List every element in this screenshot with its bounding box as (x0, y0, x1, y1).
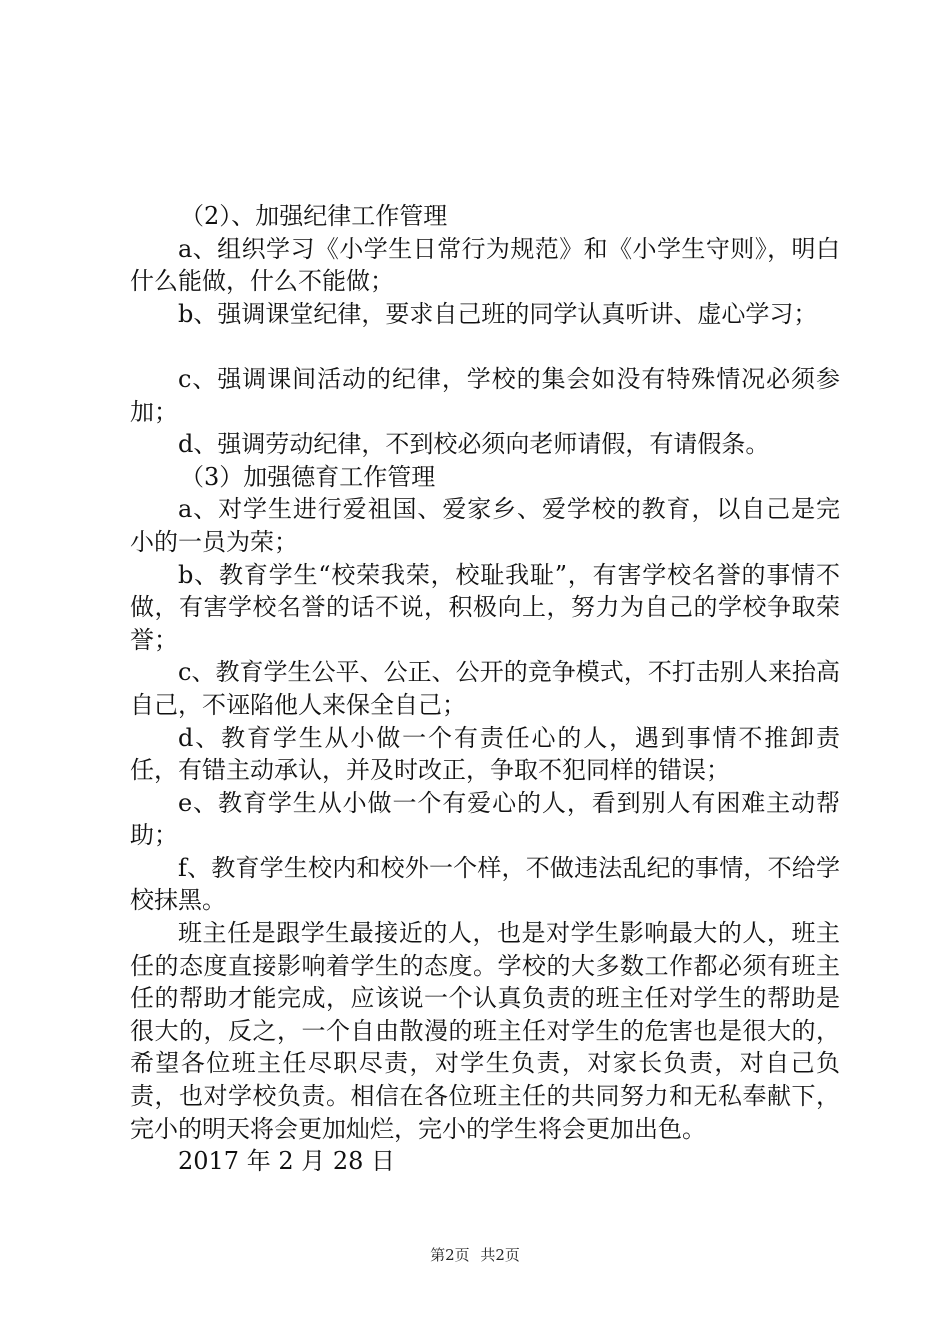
paragraph: a、对学生进行爱祖国、爱家乡、爱学校的教育，以自己是完小的一员为荣； (130, 495, 840, 556)
document-body (130, 200, 840, 1178)
paragraph: b、强调课堂纪律，要求自己班的同学认真听讲、虚心学习； (178, 299, 818, 328)
page-total: 共2页 (480, 1246, 520, 1264)
paragraph: 班主任是跟学生最接近的人，也是对学生影响最大的人，班主任的态度直接影响着学生的态度。学校的大多数工作都必须有班主任的帮助才能完成，应该说一个认真负责的班主任对学生的帮助是很大的，反之，一个自由散漫的班主任对学生的危害也是很大的，希望各位班主任尽职尽责，对学生负责，对家长负责，对自己负责，也对学校负责。相信在各位班主任的共同努力和无私奉献下，完小的明天将会更加灿烂，完小的学生将会更加出色。 (130, 919, 840, 1143)
paragraph: f、教育学生校内和校外一个样，不做违法乱纪的事情，不给学校抹黑。 (130, 853, 840, 915)
page-footer (0, 1244, 950, 1265)
paragraph: d、教育学生从小做一个有责任心的人，遇到事情不推卸责任，有错主动承认，并及时改正，争取不犯同样的错误； (130, 723, 840, 785)
paragraph: b、教育学生“校荣我荣，校耻我耻”，有害学校名誉的事情不做，有害学校名誉的话不说，积极向上，努力为自己的学校争取荣誉； (130, 560, 840, 654)
paragraph: a、组织学习《小学生日常行为规范》和《小学生守则》，明白什么能做，什么不能做； (130, 234, 840, 296)
page-number: 第2页 (430, 1246, 470, 1264)
blank-line (130, 330, 840, 363)
paragraph: e、教育学生从小做一个有爱心的人，看到别人有困难主动帮助； (130, 788, 840, 850)
paragraph: c、教育学生公平、公正、公开的竞争模式，不打击别人来抬高自己，不诬陷他人来保全自己； (130, 658, 840, 719)
paragraph: c、强调课间活动的纪律，学校的集会如没有特殊情况必须参加； (130, 364, 840, 426)
paragraph: d、强调劳动纪律，不到校必须向老师请假，有请假条。 (178, 430, 770, 459)
section-heading-discipline: （2）、加强纪律工作管理 (180, 202, 448, 230)
document-date: 2017 年 2 月 28 日 (178, 1147, 396, 1176)
section-heading-moral-education: （3）加强德育工作管理 (180, 462, 436, 491)
